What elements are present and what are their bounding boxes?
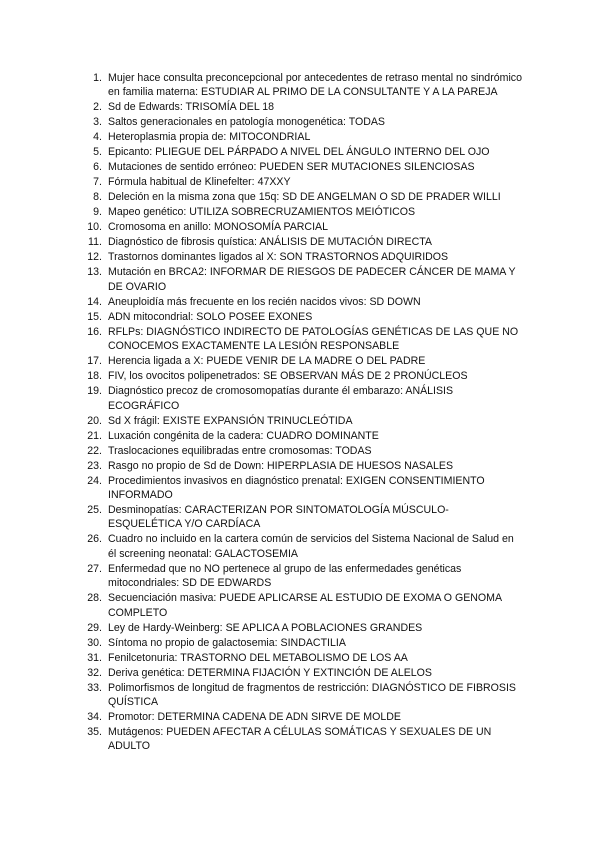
list-item-text: Heteroplasmia propia de: MITOCONDRIAL	[108, 131, 311, 144]
list-item	[82, 265, 522, 294]
list-item-text: Fenilcetonuria: TRASTORNO DEL METABOLISMO DE LOS AA	[108, 651, 408, 664]
list-item	[82, 310, 522, 324]
list-item-number: 2.	[93, 101, 102, 114]
list-item-text: FIV, los ovocitos polipenetrados: SE OBSERVAN MÁS DE 2 PRONÚCLEOS	[108, 370, 468, 383]
list-item-number: 25.	[87, 504, 102, 517]
list-item-number: 18.	[87, 370, 102, 383]
list-item	[82, 725, 522, 754]
list-item-text: Cuadro no incluido en la cartera común de servicios del Sistema Nacional de Salud en él screening neonatal: GALACTOSEMIA	[108, 533, 514, 560]
list-item-number: 27.	[87, 562, 102, 575]
list-item-number: 14.	[87, 295, 102, 308]
list-item-text: Sd X frágil: EXISTE EXPANSIÓN TRINUCLEÓTIDA	[108, 414, 353, 427]
list-item-number: 28.	[87, 592, 102, 605]
list-item-number: 15.	[87, 310, 102, 323]
list-item-number: 19.	[87, 385, 102, 398]
list-item-number: 4.	[93, 131, 102, 144]
list-item-text: Fórmula habitual de Klinefelter: 47XXY	[108, 176, 291, 189]
list-item-number: 13.	[87, 266, 102, 279]
list-item-text: Mujer hace consulta preconcepcional por antecedentes de retraso mental no sindrómico en familia materna: ESTUDIAR AL PRIMO DE LA CONSULTANTE Y A LA PAREJA	[108, 72, 522, 99]
list-item-number: 22.	[87, 444, 102, 457]
list-item-number: 5.	[93, 146, 102, 159]
list-item-text: Diagnóstico precoz de cromosomopatías durante él embarazo: ANÁLISIS ECOGRÁFICO	[108, 385, 454, 412]
list-item-text: Síntoma no propio de galactosemia: SINDACTILIA	[108, 636, 346, 649]
list-item-text: Aneuploidía más frecuente en los recién nacidos vivos: SD DOWN	[108, 295, 421, 308]
list-item-text: Mutación en BRCA2: INFORMAR DE RIESGOS DE PADECER CÁNCER DE MAMA Y DE OVARIO	[108, 266, 516, 293]
list-item-text: Deleción en la misma zona que 15q: SD DE ANGELMAN O SD DE PRADER WILLI	[108, 191, 501, 204]
list-item-text: Rasgo no propio de Sd de Down: HIPERPLASIA DE HUESOS NASALES	[108, 459, 454, 472]
list-item-number: 3.	[93, 116, 102, 129]
list-item	[82, 710, 522, 724]
list-item-number: 7.	[93, 176, 102, 189]
list-item-number: 17.	[87, 355, 102, 368]
list-item	[82, 591, 522, 620]
list-item-number: 21.	[87, 429, 102, 442]
list-item-number: 29.	[87, 621, 102, 634]
list-item	[82, 651, 522, 665]
list-item-number: 30.	[87, 636, 102, 649]
list-item	[82, 621, 522, 635]
list-item	[82, 71, 522, 100]
list-item-number: 34.	[87, 711, 102, 724]
list-item	[82, 325, 522, 354]
list-item-text: Procedimientos invasivos en diagnóstico prenatal: EXIGEN CONSENTIMIENTO INFORMADO	[108, 474, 485, 502]
list-item-text: Saltos generacionales en patología monogenética: TODAS	[108, 116, 385, 129]
list-item-number: 9.	[93, 206, 102, 219]
list-item-text: Desminopatías: CARACTERIZAN POR SINTOMATOLOGÍA MÚSCULO-ESQUELÉTICA Y/O CARDÍACA	[108, 504, 449, 531]
list-item-text: Ley de Hardy-Weinberg: SE APLICA A POBLACIONES GRANDES	[108, 621, 423, 634]
list-item-number: 8.	[93, 191, 102, 204]
list-item	[82, 429, 522, 443]
list-item	[82, 666, 522, 680]
list-item-number: 32.	[87, 666, 102, 679]
list-item-text: Trastornos dominantes ligados al X: SON TRASTORNOS ADQUIRIDOS	[108, 251, 449, 264]
list-item-number: 24.	[87, 474, 102, 487]
list-item-number: 26.	[87, 533, 102, 546]
list-item-number: 10.	[87, 221, 102, 234]
list-item-text: Epicanto: PLIEGUE DEL PÁRPADO A NIVEL DEL ÁNGULO INTERNO DEL OJO	[108, 146, 490, 159]
list-item	[82, 130, 522, 144]
list-item-text: Mutágenos: PUEDEN AFECTAR A CÉLULAS SOMÁTICAS Y SEXUALES DE UN ADULTO	[108, 726, 492, 753]
list-item-number: 35.	[87, 726, 102, 739]
list-item-text: Diagnóstico de fibrosis quística: ANÁLISIS DE MUTACIÓN DIRECTA	[108, 236, 432, 249]
list-item	[82, 100, 522, 114]
list-item-number: 16.	[87, 325, 102, 338]
list-item	[82, 681, 522, 710]
list-item-number: 12.	[87, 251, 102, 264]
list-item-text: Herencia ligada a X: PUEDE VENIR DE LA MADRE O DEL PADRE	[108, 355, 426, 368]
list-item	[82, 160, 522, 174]
list-item	[82, 354, 522, 368]
numbered-list	[82, 71, 522, 754]
list-item-number: 11.	[88, 236, 102, 249]
list-item	[82, 459, 522, 473]
list-item	[82, 175, 522, 189]
list-item-number: 23.	[87, 459, 102, 472]
list-item	[82, 636, 522, 650]
list-item	[82, 562, 522, 591]
list-item	[82, 414, 522, 428]
list-item-text: ADN mitocondrial: SOLO POSEE EXONES	[108, 310, 313, 323]
list-item	[82, 250, 522, 264]
list-item	[82, 190, 522, 204]
list-item-number: 20.	[87, 414, 102, 427]
list-item-number: 31.	[87, 651, 102, 664]
list-item-text: Mutaciones de sentido erróneo: PUEDEN SER MUTACIONES SILENCIOSAS	[108, 161, 475, 174]
list-item-text: Mapeo genético: UTILIZA SOBRECRUZAMIENTOS MEIÓTICOS	[108, 206, 416, 219]
list-item-text: Luxación congénita de la cadera: CUADRO DOMINANTE	[108, 429, 379, 442]
list-item	[82, 444, 522, 458]
list-item-number: 33.	[87, 681, 102, 694]
list-item-number: 6.	[93, 161, 102, 174]
list-item-text: Deriva genética: DETERMINA FIJACIÓN Y EXTINCIÓN DE ALELOS	[108, 666, 432, 679]
list-item	[82, 295, 522, 309]
list-item	[82, 503, 522, 532]
list-item	[82, 220, 522, 234]
list-item-text: Enfermedad que no NO pertenece al grupo de las enfermedades genéticas mitocondriales: SD DE EDWARDS	[108, 562, 462, 590]
list-item-text: Traslocaciones equilibradas entre cromosomas: TODAS	[108, 444, 372, 457]
list-item-text: Promotor: DETERMINA CADENA DE ADN SIRVE DE MOLDE	[108, 711, 401, 724]
list-item	[82, 115, 522, 129]
list-item	[82, 235, 522, 249]
list-item	[82, 474, 522, 503]
list-item-number: 1.	[93, 72, 102, 84]
list-item-text: Secuenciación masiva: PUEDE APLICARSE AL ESTUDIO DE EXOMA O GENOMA COMPLETO	[108, 592, 502, 619]
list-item	[82, 384, 522, 413]
list-item-text: Sd de Edwards: TRISOMÍA DEL 18	[108, 101, 275, 114]
list-item	[82, 145, 522, 159]
list-item-text: RFLPs: DIAGNÓSTICO INDIRECTO DE PATOLOGÍAS GENÉTICAS DE LAS QUE NO CONOCEMOS EXACTAMENTE LA LESIÓN RESPONSABLE	[108, 325, 519, 353]
list-item	[82, 205, 522, 219]
list-item-text: Polimorfismos de longitud de fragmentos de restricción: DIAGNÓSTICO DE FIBROSIS QUÍSTICA	[108, 681, 516, 709]
list-item	[82, 369, 522, 383]
list-item	[82, 532, 522, 561]
list-item-text: Cromosoma en anillo: MONOSOMÍA PARCIAL	[108, 221, 328, 234]
